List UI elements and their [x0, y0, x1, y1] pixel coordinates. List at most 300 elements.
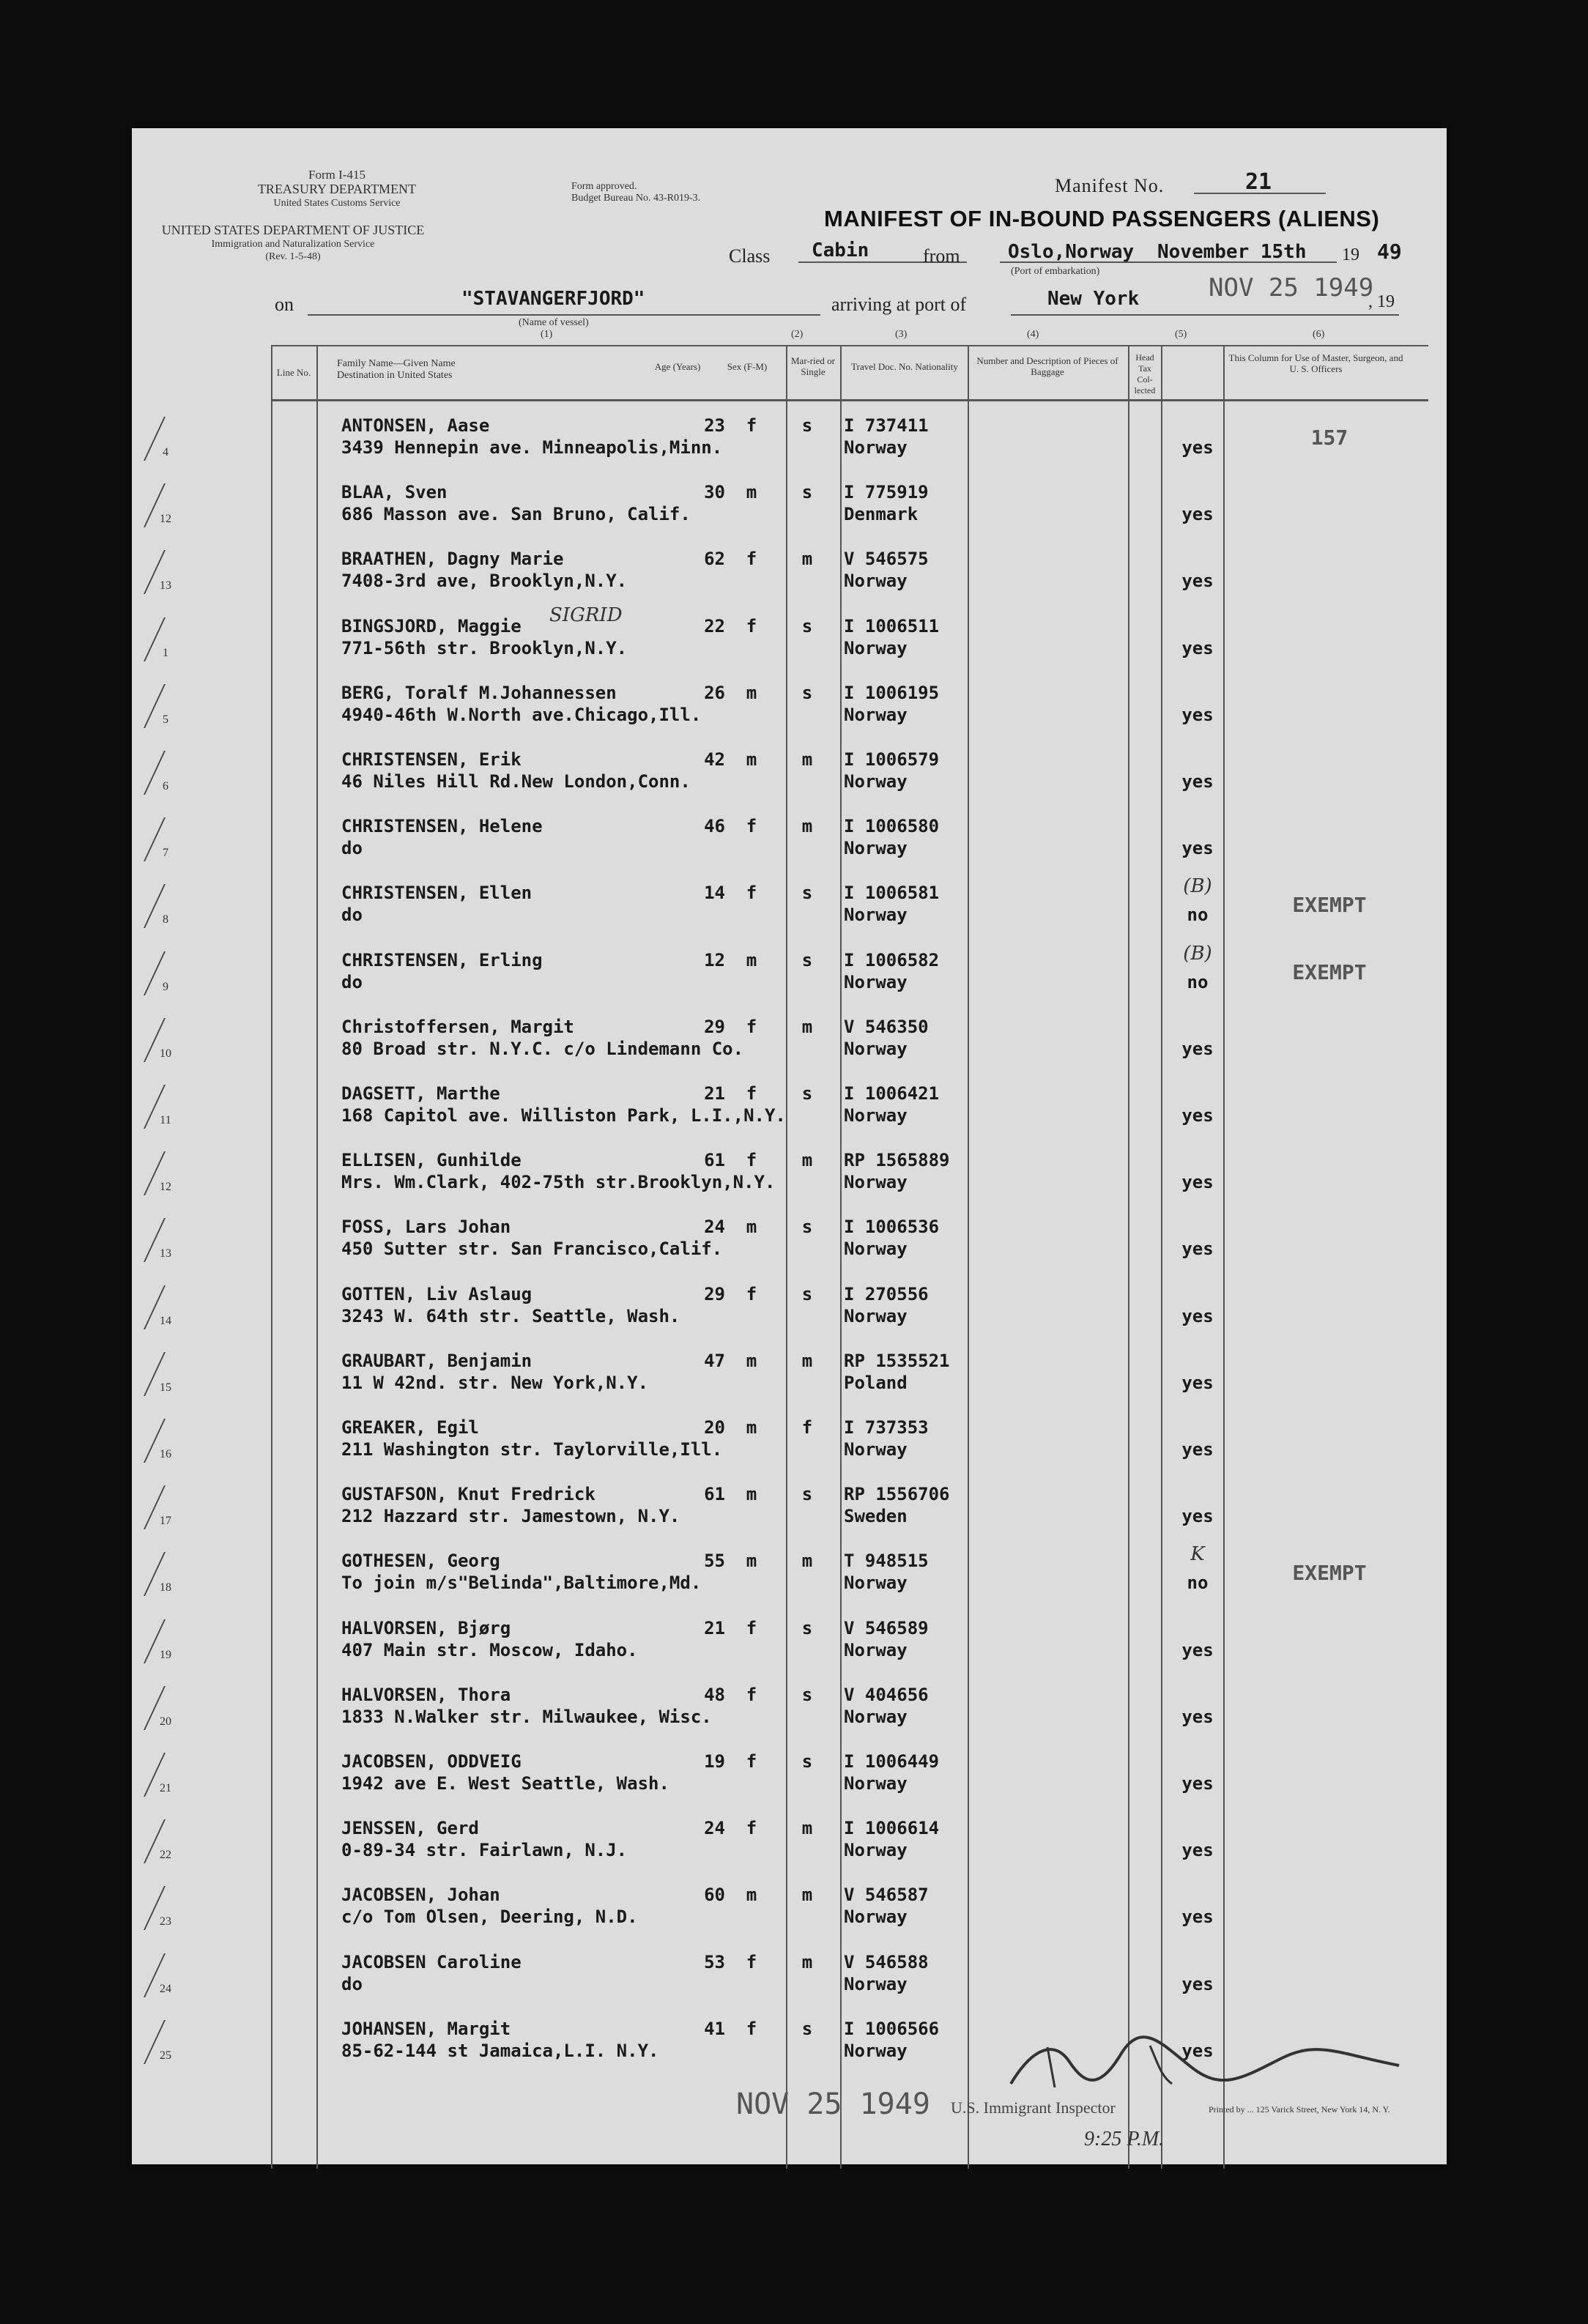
class-label: Class — [729, 245, 771, 267]
age: 22 — [704, 615, 725, 636]
table-row — [132, 1406, 1447, 1472]
sex: f — [746, 883, 757, 904]
marital-status: s — [801, 1684, 813, 1705]
line-number: 13 — [160, 1247, 171, 1261]
destination: do — [341, 971, 363, 992]
age: 29 — [704, 1283, 725, 1304]
table-row — [132, 804, 1447, 871]
sex: m — [746, 1484, 757, 1505]
marital-status: s — [801, 1617, 813, 1638]
passenger-name: CHRISTENSEN, Helene — [341, 816, 543, 837]
nationality: Norway — [844, 1439, 908, 1460]
table-row — [132, 1606, 1447, 1673]
passenger-name: CHRISTENSEN, Ellen — [341, 883, 533, 904]
destination: 80 Broad str. N.Y.C. c/o Lindemann Co. — [341, 1038, 744, 1059]
header-line-no: Line No. — [276, 367, 311, 378]
travel-doc-number: RP 1535521 — [844, 1350, 950, 1371]
destination: 85-62-144 st Jamaica,L.I. N.Y. — [341, 2040, 659, 2061]
nationality: Denmark — [844, 504, 919, 525]
destination: 4940-46th W.North ave.Chicago,Ill. — [341, 704, 702, 725]
year-prefix: 19 — [1342, 245, 1359, 264]
manifest-no-label: Manifest No. — [1055, 175, 1165, 196]
from-underline — [1000, 261, 1337, 263]
destination: 211 Washington str. Taylorville,Ill. — [341, 1439, 723, 1460]
nationality: Poland — [844, 1372, 908, 1393]
line-number: 1 — [163, 646, 168, 659]
officer-note: EXEMPT — [1292, 959, 1367, 984]
marital-status: f — [801, 1417, 813, 1438]
table-row — [132, 1339, 1447, 1406]
passenger-name: HALVORSEN, Thora — [341, 1684, 511, 1705]
column-number: (4) — [1027, 329, 1039, 340]
arriving-label: arriving at port of — [831, 294, 967, 315]
year-suffix: 49 — [1377, 240, 1402, 264]
nationality: Norway — [844, 1239, 908, 1260]
head-tax: yes — [1181, 1639, 1214, 1660]
destination: To join m/s"Belinda",Baltimore,Md. — [341, 1573, 702, 1594]
nationality: Norway — [844, 1907, 908, 1928]
destination: 407 Main str. Moscow, Idaho. — [341, 1639, 638, 1660]
passenger-name: ELLISEN, Gunhilde — [341, 1150, 522, 1171]
passenger-name: BINGSJORD, Maggie — [341, 615, 522, 636]
line-number: 16 — [160, 1448, 171, 1460]
marital-status: s — [801, 883, 813, 904]
port-underline — [1011, 314, 1399, 316]
nationality: Norway — [844, 704, 908, 725]
sex: m — [746, 949, 757, 970]
head-tax: yes — [1181, 1840, 1214, 1861]
sex: f — [746, 549, 757, 570]
sex: f — [746, 615, 757, 636]
destination: do — [341, 905, 363, 926]
marital-status: m — [801, 1551, 813, 1572]
line-number: 20 — [160, 1715, 171, 1728]
marital-status: s — [801, 482, 813, 503]
table-row — [132, 1673, 1447, 1740]
handwritten-note: (B) — [1183, 875, 1212, 898]
line-number: 9 — [163, 980, 168, 993]
passenger-name: JACOBSEN Caroline — [341, 1951, 522, 1972]
header-head-tax: Head Tax Col-lected — [1134, 352, 1156, 396]
head-tax: yes — [1181, 1038, 1214, 1059]
marital-status: s — [801, 1083, 813, 1104]
line-number: 7 — [163, 847, 168, 860]
destination: 1833 N.Walker str. Milwaukee, Wisc. — [341, 1706, 712, 1727]
travel-doc-number: I 1006449 — [844, 1751, 940, 1772]
head-tax: yes — [1181, 771, 1214, 792]
age: 26 — [704, 682, 725, 703]
sex: f — [746, 1150, 757, 1171]
table-row — [132, 1205, 1447, 1271]
marital-status: s — [801, 1217, 813, 1238]
header-baggage: Number and Description of Pieces of Baggage — [976, 355, 1118, 377]
marital-status: m — [801, 1016, 813, 1037]
table-row — [132, 1072, 1447, 1138]
marital-status: m — [801, 1951, 813, 1972]
travel-doc-number: I 1006566 — [844, 2018, 940, 2039]
column-number: (3) — [895, 329, 908, 340]
revision-label: (Rev. 1-5-48) — [265, 251, 321, 262]
destination: do — [341, 1973, 363, 1994]
line-number: 12 — [160, 513, 171, 526]
age: 60 — [704, 1885, 725, 1906]
passenger-name: BLAA, Sven — [341, 482, 448, 503]
travel-doc-number: T 948515 — [844, 1551, 929, 1572]
passenger-name: GUSTAFSON, Knut Fredrick — [341, 1484, 596, 1505]
nationality: Norway — [844, 838, 908, 859]
travel-doc-number: V 404656 — [844, 1684, 929, 1705]
head-tax: yes — [1181, 1973, 1214, 1994]
inspection-time: 9:25 P.M. — [1084, 2128, 1165, 2150]
age: 24 — [704, 1818, 725, 1839]
table-row — [132, 1940, 1447, 2007]
sex: m — [746, 1217, 757, 1238]
age: 24 — [704, 1217, 725, 1238]
travel-doc-number: I 1006195 — [844, 682, 940, 703]
nationality: Norway — [844, 1105, 908, 1126]
marital-status: s — [801, 1283, 813, 1304]
destination: 11 W 42nd. str. New York,N.Y. — [341, 1372, 649, 1393]
nationality: Norway — [844, 1038, 908, 1059]
travel-doc-number: I 1006421 — [844, 1083, 940, 1104]
marital-status: m — [801, 1150, 813, 1171]
travel-doc-number: V 546587 — [844, 1885, 929, 1906]
travel-doc-number: I 1006536 — [844, 1217, 940, 1238]
line-number: 14 — [160, 1314, 171, 1327]
column-number: (6) — [1313, 329, 1325, 340]
inspector-signature — [1003, 2032, 1414, 2098]
customs-label: United States Customs Service — [273, 198, 401, 209]
manifest-no: 21 — [1245, 169, 1272, 195]
sex: m — [746, 1551, 757, 1572]
table-row — [132, 1873, 1447, 1939]
header-officers: This Column for Use of Master, Surgeon, and U. S. Officers — [1228, 352, 1403, 374]
age: 41 — [704, 2018, 725, 2039]
nationality: Norway — [844, 1973, 908, 1994]
passenger-name: JACOBSEN, Johan — [341, 1885, 500, 1906]
printer-imprint: Printed by ... 125 Varick Street, New York 14, N. Y. — [1209, 2104, 1390, 2115]
sex: m — [746, 482, 757, 503]
line-number: 6 — [163, 780, 168, 792]
passenger-name: GOTHESEN, Georg — [341, 1551, 500, 1572]
nationality: Norway — [844, 2040, 908, 2061]
nationality: Norway — [844, 1840, 908, 1861]
line-number: 13 — [160, 579, 171, 593]
line-number: 23 — [160, 1915, 171, 1928]
destination: 46 Niles Hill Rd.New London,Conn. — [341, 771, 691, 792]
destination: 3243 W. 64th str. Seattle, Wash. — [341, 1305, 680, 1326]
marital-status: s — [801, 2018, 813, 2039]
sex: f — [746, 1818, 757, 1839]
head-tax: yes — [1181, 1239, 1214, 1260]
head-tax: yes — [1181, 1372, 1214, 1393]
head-tax: no — [1187, 971, 1209, 992]
head-tax: no — [1187, 1573, 1209, 1594]
sex: f — [746, 1083, 757, 1104]
travel-doc-number: I 1006511 — [844, 615, 940, 636]
line-number: 24 — [160, 1982, 171, 1995]
treasury-label: TREASURY DEPARTMENT — [257, 182, 417, 196]
destination: 3439 Hennepin ave. Minneapolis,Minn. — [341, 437, 723, 458]
head-tax: yes — [1181, 1506, 1214, 1527]
destination: 450 Sutter str. San Francisco,Calif. — [341, 1239, 723, 1260]
table-row — [132, 738, 1447, 804]
travel-doc-number: I 1006582 — [844, 949, 940, 970]
destination: 1942 ave E. West Seattle, Wash. — [341, 1773, 669, 1794]
passenger-name: Christoffersen, Margit — [341, 1016, 574, 1037]
head-tax: yes — [1181, 504, 1214, 525]
head-tax: yes — [1181, 571, 1214, 592]
line-number: 18 — [160, 1581, 171, 1594]
travel-doc-number: RP 1565889 — [844, 1150, 950, 1171]
travel-doc-number: V 546350 — [844, 1016, 929, 1037]
sex: f — [746, 816, 757, 837]
sex: f — [746, 1684, 757, 1705]
table-row — [132, 1272, 1447, 1339]
travel-doc-number: I 775919 — [844, 482, 929, 503]
column-number: (1) — [541, 329, 553, 340]
ins-label: Immigration and Naturalization Service — [211, 239, 375, 250]
sex: f — [746, 1016, 757, 1037]
destination: 7408-3rd ave, Brooklyn,N.Y. — [341, 571, 628, 592]
passenger-name: GREAKER, Egil — [341, 1417, 479, 1438]
marital-status: m — [801, 1818, 813, 1839]
age: 42 — [704, 749, 725, 770]
head-tax: yes — [1181, 1907, 1214, 1928]
marital-status: m — [801, 816, 813, 837]
sex: m — [746, 1350, 757, 1371]
sex: f — [746, 1283, 757, 1304]
passenger-name: JOHANSEN, Margit — [341, 2018, 511, 2039]
officer-note: 157 — [1310, 426, 1348, 450]
head-tax: yes — [1181, 1172, 1214, 1193]
age: 19 — [704, 1751, 725, 1772]
handwritten-note: SIGRID — [549, 604, 623, 626]
line-number: 10 — [160, 1047, 171, 1060]
travel-doc-number: V 546588 — [844, 1951, 929, 1972]
age: 46 — [704, 816, 725, 837]
table-row — [132, 1472, 1447, 1539]
travel-doc-number: V 546575 — [844, 549, 929, 570]
age: 21 — [704, 1617, 725, 1638]
form-approved: Form approved. — [571, 181, 637, 192]
inspector-label: U.S. Immigrant Inspector — [951, 2098, 1116, 2117]
head-tax: yes — [1181, 1773, 1214, 1794]
sex: f — [746, 415, 757, 436]
age: 47 — [704, 1350, 725, 1371]
nationality: Norway — [844, 971, 908, 992]
line-number: 8 — [163, 913, 168, 927]
table-row — [132, 404, 1447, 470]
nationality: Sweden — [844, 1506, 908, 1527]
table-row — [132, 1138, 1447, 1205]
nationality: Norway — [844, 571, 908, 592]
passenger-name: JENSSEN, Gerd — [341, 1818, 479, 1839]
on-label: on — [275, 294, 294, 315]
marital-status: m — [801, 549, 813, 570]
line-number: 22 — [160, 1849, 171, 1862]
passenger-name: HALVORSEN, Bjørg — [341, 1617, 511, 1638]
age: 30 — [704, 482, 725, 503]
nationality: Norway — [844, 1573, 908, 1594]
head-tax: no — [1187, 905, 1209, 926]
page-title: MANIFEST OF IN-BOUND PASSENGERS (ALIENS) — [824, 206, 1380, 231]
nationality: Norway — [844, 1305, 908, 1326]
marital-status: s — [801, 415, 813, 436]
nationality: Norway — [844, 437, 908, 458]
arriving-port: New York — [1047, 288, 1140, 310]
officer-note: EXEMPT — [1292, 1561, 1367, 1586]
arrival-date-stamp: NOV 25 1949 — [1209, 273, 1374, 302]
marital-status: s — [801, 949, 813, 970]
travel-doc-number: I 1006581 — [844, 883, 940, 904]
destination: 212 Hazzard str. Jamestown, N.Y. — [341, 1506, 680, 1527]
sex: f — [746, 1617, 757, 1638]
age: 21 — [704, 1083, 725, 1104]
line-number: 5 — [163, 713, 168, 726]
nationality: Norway — [844, 1773, 908, 1794]
passenger-name: JACOBSEN, ODDVEIG — [341, 1751, 522, 1772]
nationality: Norway — [844, 1639, 908, 1660]
passenger-name: DAGSETT, Marthe — [341, 1083, 500, 1104]
head-tax: yes — [1181, 704, 1214, 725]
nationality: Norway — [844, 637, 908, 658]
marital-status: m — [801, 1885, 813, 1906]
passenger-name: BRAATHEN, Dagny Marie — [341, 549, 564, 570]
passenger-name: ANTONSEN, Aase — [341, 415, 490, 436]
head-tax: yes — [1181, 1105, 1214, 1126]
table-row — [132, 871, 1447, 938]
table-row — [132, 604, 1447, 671]
travel-doc-number: I 1006614 — [844, 1818, 940, 1839]
marital-status: s — [801, 1751, 813, 1772]
header-age: Age (Years) — [654, 361, 701, 372]
travel-doc-number: RP 1556706 — [844, 1484, 950, 1505]
head-tax: yes — [1181, 437, 1214, 458]
nationality: Norway — [844, 905, 908, 926]
travel-doc-number: I 737411 — [844, 415, 929, 436]
from-label: from — [923, 245, 960, 267]
travel-doc-number: I 737353 — [844, 1417, 929, 1438]
budget-bureau: Budget Bureau No. 43-R019-3. — [571, 193, 701, 204]
table-row — [132, 1806, 1447, 1873]
head-tax: yes — [1181, 1439, 1214, 1460]
header-sex: Sex (F-M) — [727, 361, 768, 372]
line-number: 19 — [160, 1648, 171, 1661]
age: 29 — [704, 1016, 725, 1037]
justice-label: UNITED STATES DEPARTMENT OF JUSTICE — [161, 223, 425, 237]
age: 62 — [704, 549, 725, 570]
age: 61 — [704, 1484, 725, 1505]
class-value: Cabin — [812, 240, 869, 261]
departure-date: November 15th — [1157, 241, 1307, 263]
travel-doc-number: V 546589 — [844, 1617, 929, 1638]
age: 61 — [704, 1150, 725, 1171]
table-row — [132, 470, 1447, 537]
form-number: Form I-415 — [308, 168, 366, 182]
travel-doc-number: I 1006580 — [844, 816, 940, 837]
sex: f — [746, 1751, 757, 1772]
nationality: Norway — [844, 771, 908, 792]
marital-status: s — [801, 615, 813, 636]
destination: 771-56th str. Brooklyn,N.Y. — [341, 637, 628, 658]
handwritten-note: K — [1190, 1543, 1205, 1566]
table-row — [132, 1005, 1447, 1072]
age: 14 — [704, 883, 725, 904]
age: 23 — [704, 415, 725, 436]
head-tax: yes — [1181, 2040, 1214, 2061]
sex: f — [746, 1951, 757, 1972]
line-number: 4 — [163, 446, 168, 459]
line-number: 11 — [160, 1114, 171, 1126]
vessel-name: "STAVANGERFJORD" — [461, 288, 645, 310]
line-number: 12 — [160, 1181, 171, 1194]
age: 20 — [704, 1417, 725, 1438]
line-number: 21 — [160, 1782, 171, 1794]
footer-date-stamp: NOV 25 1949 — [736, 2087, 930, 2121]
header-travel-doc: Travel Doc. No. Nationality — [851, 361, 958, 372]
head-tax: yes — [1181, 637, 1214, 658]
destination: 0-89-34 str. Fairlawn, N.J. — [341, 1840, 628, 1861]
head-tax: yes — [1181, 1305, 1214, 1326]
port-caption: (Port of embarkation) — [1011, 266, 1100, 277]
destination: 686 Masson ave. San Bruno, Calif. — [341, 504, 691, 525]
age: 53 — [704, 1951, 725, 1972]
handwritten-note: (B) — [1183, 942, 1212, 965]
destination: 168 Capitol ave. Williston Park, L.I.,N.Y. — [341, 1105, 786, 1126]
column-number: (5) — [1175, 329, 1187, 340]
from-value: Oslo,Norway — [1008, 241, 1135, 263]
destination: Mrs. Wm.Clark, 402-75th str.Brooklyn,N.Y. — [341, 1172, 776, 1193]
destination: do — [341, 838, 363, 859]
line-number: 15 — [160, 1381, 171, 1394]
vessel-caption: (Name of vessel) — [519, 317, 589, 328]
passenger-name: GRAUBART, Benjamin — [341, 1350, 533, 1371]
sex: m — [746, 749, 757, 770]
table-row — [132, 1740, 1447, 1806]
destination: c/o Tom Olsen, Deering, N.D. — [341, 1907, 638, 1928]
line-number: 17 — [160, 1515, 171, 1528]
table-row — [132, 938, 1447, 1005]
manifest-page — [132, 128, 1447, 2164]
head-tax: yes — [1181, 838, 1214, 859]
travel-doc-number: I 1006579 — [844, 749, 940, 770]
sex: m — [746, 682, 757, 703]
year-tail: , 19 — [1368, 292, 1395, 311]
header-destination: Destination in United States — [337, 370, 453, 381]
nationality: Norway — [844, 1172, 908, 1193]
passenger-name: FOSS, Lars Johan — [341, 1217, 511, 1238]
marital-status: m — [801, 749, 813, 770]
marital-status: s — [801, 1484, 813, 1505]
header-name: Family Name—Given Name — [337, 358, 456, 369]
officer-note: EXEMPT — [1292, 893, 1367, 918]
line-number: 25 — [160, 2049, 171, 2062]
age: 55 — [704, 1551, 725, 1572]
nationality: Norway — [844, 1706, 908, 1727]
marital-status: s — [801, 682, 813, 703]
column-number: (2) — [791, 329, 804, 340]
passenger-name: BERG, Toralf M.Johannessen — [341, 682, 617, 703]
header-married: Mar-ried or Single — [790, 355, 836, 377]
sex: m — [746, 1885, 757, 1906]
marital-status: m — [801, 1350, 813, 1371]
travel-doc-number: I 270556 — [844, 1283, 929, 1304]
table-row — [132, 671, 1447, 738]
sex: f — [746, 2018, 757, 2039]
passenger-name: GOTTEN, Liv Aslaug — [341, 1283, 533, 1304]
sex: m — [746, 1417, 757, 1438]
